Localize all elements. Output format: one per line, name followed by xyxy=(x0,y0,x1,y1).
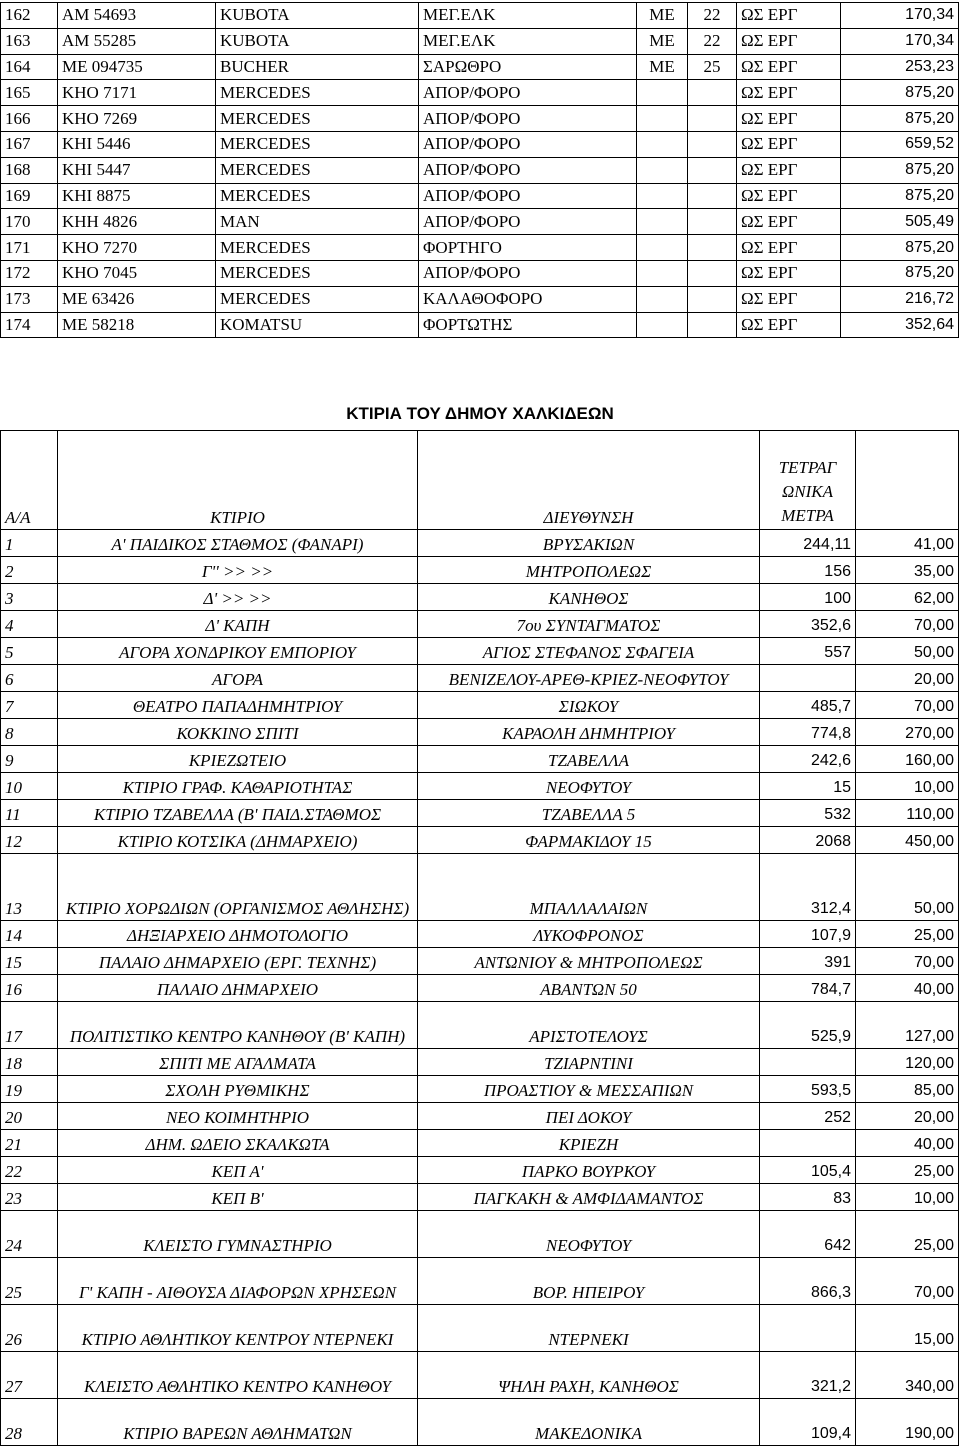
building-no: 6 xyxy=(1,665,58,692)
vehicle-brand: BUCHER xyxy=(216,54,419,80)
vehicle-me xyxy=(637,209,688,235)
building-square-meters: 109,4 xyxy=(760,1399,856,1446)
building-square-meters: 2068 xyxy=(760,827,856,854)
header-square-meters: ΤΕΤΡΑΓ ΩΝΙΚΑ ΜΕΤΡΑ xyxy=(760,431,856,530)
building-value: 41,00 xyxy=(856,530,959,557)
vehicle-unit: ΩΣ ΕΡΓ xyxy=(737,3,841,29)
building-value: 190,00 xyxy=(856,1399,959,1446)
building-name: ΚΤΙΡΙΟ ΧΟΡΩΔΙΩΝ (ΟΡΓΑΝΙΣΜΟΣ ΑΘΛΗΣΗΣ) xyxy=(58,854,418,921)
vehicle-row xyxy=(1,3,959,29)
building-no: 18 xyxy=(1,1049,58,1076)
vehicle-plate: ΚΗΙ 5447 xyxy=(58,157,216,183)
vehicle-row xyxy=(1,157,959,183)
building-square-meters: 15 xyxy=(760,773,856,800)
building-value: 15,00 xyxy=(856,1305,959,1352)
vehicle-me-number xyxy=(688,209,737,235)
buildings-header-row xyxy=(1,431,959,530)
building-no: 28 xyxy=(1,1399,58,1446)
building-square-meters: 557 xyxy=(760,638,856,665)
building-row xyxy=(1,1184,959,1211)
vehicle-me-number xyxy=(688,286,737,312)
building-name: ΚΕΠ Β' xyxy=(58,1184,418,1211)
building-name: ΣΠΙΤΙ ΜΕ ΑΓΑΛΜΑΤΑ xyxy=(58,1049,418,1076)
vehicle-row xyxy=(1,183,959,209)
building-value: 25,00 xyxy=(856,921,959,948)
building-address: ΝΕΟΦΥΤΟΥ xyxy=(418,773,760,800)
building-name: ΚΕΠ Α' xyxy=(58,1157,418,1184)
building-row xyxy=(1,1352,959,1399)
building-name: ΔΗΞΙΑΡΧΕΙΟ ΔΗΜΟΤΟΛΟΓΙΟ xyxy=(58,921,418,948)
vehicle-unit: ΩΣ ΕΡΓ xyxy=(737,183,841,209)
vehicle-unit: ΩΣ ΕΡΓ xyxy=(737,157,841,183)
building-value: 10,00 xyxy=(856,1184,959,1211)
vehicles-table xyxy=(0,2,959,338)
building-no: 5 xyxy=(1,638,58,665)
vehicle-type: ΑΠΟΡ/ΦΟΡΟ xyxy=(419,183,637,209)
vehicle-me xyxy=(637,106,688,132)
vehicle-no: 162 xyxy=(1,3,58,29)
building-address: ΑΓΙΟΣ ΣΤΕΦΑΝΟΣ ΣΦΑΓΕΙΑ xyxy=(418,638,760,665)
building-row xyxy=(1,921,959,948)
building-value: 50,00 xyxy=(856,638,959,665)
building-no: 15 xyxy=(1,948,58,975)
building-address: ΝΕΟΦΥΤΟΥ xyxy=(418,1211,760,1258)
building-address: ΒΡΥΣΑΚΙΩΝ xyxy=(418,530,760,557)
vehicle-plate: ΜΕ 58218 xyxy=(58,312,216,338)
building-square-meters: 100 xyxy=(760,584,856,611)
building-row xyxy=(1,1258,959,1305)
building-square-meters: 252 xyxy=(760,1103,856,1130)
building-value: 25,00 xyxy=(856,1211,959,1258)
building-name: ΠΟΛΙΤΙΣΤΙΚΟ ΚΕΝΤΡΟ ΚΑΝΗΘΟΥ (Β' ΚΑΠΗ) xyxy=(58,1002,418,1049)
vehicle-plate: ΚΗΟ 7045 xyxy=(58,260,216,286)
vehicle-plate: ΚΗΟ 7269 xyxy=(58,106,216,132)
building-address: ΛΥΚΟΦΡΟΝΟΣ xyxy=(418,921,760,948)
building-row xyxy=(1,1130,959,1157)
building-name: Δ' >> >> xyxy=(58,584,418,611)
building-row xyxy=(1,975,959,1002)
vehicle-unit: ΩΣ ΕΡΓ xyxy=(737,209,841,235)
building-no: 3 xyxy=(1,584,58,611)
vehicle-plate: ΜΕ 094735 xyxy=(58,54,216,80)
building-no: 24 xyxy=(1,1211,58,1258)
vehicle-row xyxy=(1,312,959,338)
vehicle-brand: KUBOTA xyxy=(216,28,419,54)
vehicle-no: 173 xyxy=(1,286,58,312)
building-no: 26 xyxy=(1,1305,58,1352)
building-no: 17 xyxy=(1,1002,58,1049)
vehicle-me xyxy=(637,80,688,106)
building-row xyxy=(1,1076,959,1103)
vehicle-me-number xyxy=(688,183,737,209)
vehicle-no: 164 xyxy=(1,54,58,80)
building-square-meters: 784,7 xyxy=(760,975,856,1002)
building-name: ΔΗΜ. ΩΔΕΙΟ ΣΚΑΛΚΩΤΑ xyxy=(58,1130,418,1157)
vehicle-no: 165 xyxy=(1,80,58,106)
building-square-meters: 532 xyxy=(760,800,856,827)
vehicle-value: 253,23 xyxy=(841,54,959,80)
building-square-meters: 321,2 xyxy=(760,1352,856,1399)
building-name: ΚΤΙΡΙΟ ΓΡΑΦ. ΚΑΘΑΡΙΟΤΗΤΑΣ xyxy=(58,773,418,800)
vehicle-row xyxy=(1,235,959,261)
vehicle-me-number: 25 xyxy=(688,54,737,80)
vehicle-value: 875,20 xyxy=(841,157,959,183)
vehicle-me-number: 22 xyxy=(688,3,737,29)
building-value: 10,00 xyxy=(856,773,959,800)
building-row xyxy=(1,948,959,975)
building-address: ΚΑΝΗΘΟΣ xyxy=(418,584,760,611)
vehicle-me-number xyxy=(688,235,737,261)
building-value: 25,00 xyxy=(856,1157,959,1184)
vehicle-plate: ΜΕ 63426 xyxy=(58,286,216,312)
vehicle-value: 170,34 xyxy=(841,3,959,29)
vehicle-type: ΚΑΛΑΘΟΦΟΡΟ xyxy=(419,286,637,312)
vehicle-me: ΜΕ xyxy=(637,54,688,80)
vehicle-value: 659,52 xyxy=(841,131,959,157)
vehicle-value: 170,34 xyxy=(841,28,959,54)
vehicle-me xyxy=(637,157,688,183)
building-address: ΑΡΙΣΤΟΤΕΛΟΥΣ xyxy=(418,1002,760,1049)
vehicle-unit: ΩΣ ΕΡΓ xyxy=(737,260,841,286)
building-no: 10 xyxy=(1,773,58,800)
building-value: 70,00 xyxy=(856,611,959,638)
vehicle-brand: KUBOTA xyxy=(216,3,419,29)
vehicle-brand: MERCEDES xyxy=(216,260,419,286)
building-no: 22 xyxy=(1,1157,58,1184)
building-square-meters: 244,11 xyxy=(760,530,856,557)
vehicle-me xyxy=(637,183,688,209)
building-square-meters: 525,9 xyxy=(760,1002,856,1049)
building-value: 62,00 xyxy=(856,584,959,611)
vehicle-no: 170 xyxy=(1,209,58,235)
vehicle-row xyxy=(1,80,959,106)
building-square-meters xyxy=(760,1049,856,1076)
building-value: 70,00 xyxy=(856,692,959,719)
building-no: 27 xyxy=(1,1352,58,1399)
vehicle-brand: MERCEDES xyxy=(216,157,419,183)
vehicle-no: 166 xyxy=(1,106,58,132)
building-address: ΚΑΡΑΟΛΗ ΔΗΜΗΤΡΙΟΥ xyxy=(418,719,760,746)
vehicle-plate: ΑΜ 54693 xyxy=(58,3,216,29)
vehicle-brand: MERCEDES xyxy=(216,80,419,106)
building-row xyxy=(1,611,959,638)
building-row xyxy=(1,665,959,692)
building-value: 160,00 xyxy=(856,746,959,773)
building-name: ΑΓΟΡΑ ΧΟΝΔΡΙΚΟΥ ΕΜΠΟΡΙΟΥ xyxy=(58,638,418,665)
vehicle-me-number xyxy=(688,80,737,106)
building-value: 127,00 xyxy=(856,1002,959,1049)
building-row xyxy=(1,746,959,773)
building-value: 70,00 xyxy=(856,948,959,975)
vehicle-value: 216,72 xyxy=(841,286,959,312)
vehicle-brand: MERCEDES xyxy=(216,131,419,157)
vehicle-plate: ΚΗΙ 8875 xyxy=(58,183,216,209)
header-value xyxy=(856,431,959,530)
vehicle-row xyxy=(1,286,959,312)
vehicle-me xyxy=(637,260,688,286)
vehicle-type: ΜΕΓ.ΕΛΚ xyxy=(419,3,637,29)
building-no: 4 xyxy=(1,611,58,638)
building-no: 25 xyxy=(1,1258,58,1305)
building-no: 2 xyxy=(1,557,58,584)
building-row xyxy=(1,530,959,557)
building-address: ΤΖΙΑΡΝΤΙΝΙ xyxy=(418,1049,760,1076)
building-row xyxy=(1,557,959,584)
building-address: ΑΒΑΝΤΩΝ 50 xyxy=(418,975,760,1002)
building-address: ΒΕΝΙΖΕΛΟΥ-ΑΡΕΘ-ΚΡΙΕΖ-ΝΕΟΦΥΤΟΥ xyxy=(418,665,760,692)
vehicle-row xyxy=(1,131,959,157)
vehicle-no: 169 xyxy=(1,183,58,209)
vehicle-type: ΑΠΟΡ/ΦΟΡΟ xyxy=(419,157,637,183)
building-row xyxy=(1,854,959,921)
building-no: 21 xyxy=(1,1130,58,1157)
building-name: ΚΤΙΡΙΟ ΒΑΡΕΩΝ ΑΘΛΗΜΑΤΩΝ xyxy=(58,1399,418,1446)
building-square-meters: 642 xyxy=(760,1211,856,1258)
building-name: ΚΡΙΕΖΩΤΕΙΟ xyxy=(58,746,418,773)
buildings-table xyxy=(0,430,959,1446)
building-no: 8 xyxy=(1,719,58,746)
buildings-title: ΚΤΙΡΙΑ ΤΟΥ ΔΗΜΟΥ ΧΑΛΚΙΔΕΩΝ xyxy=(346,404,614,423)
building-no: 9 xyxy=(1,746,58,773)
building-square-meters: 107,9 xyxy=(760,921,856,948)
vehicle-value: 875,20 xyxy=(841,260,959,286)
building-address: ΒΟΡ. ΗΠΕΙΡΟΥ xyxy=(418,1258,760,1305)
building-no: 20 xyxy=(1,1103,58,1130)
building-no: 12 xyxy=(1,827,58,854)
vehicle-row xyxy=(1,106,959,132)
building-address: ΜΑΚΕΔΟΝΙΚΑ xyxy=(418,1399,760,1446)
building-name: ΚΟΚΚΙΝΟ ΣΠΙΤΙ xyxy=(58,719,418,746)
building-value: 270,00 xyxy=(856,719,959,746)
building-row xyxy=(1,827,959,854)
building-row xyxy=(1,1399,959,1446)
building-address: 7ου ΣΥΝΤΑΓΜΑΤΟΣ xyxy=(418,611,760,638)
building-value: 120,00 xyxy=(856,1049,959,1076)
building-square-meters xyxy=(760,665,856,692)
building-square-meters: 774,8 xyxy=(760,719,856,746)
vehicle-plate: ΚΗΟ 7171 xyxy=(58,80,216,106)
building-row xyxy=(1,800,959,827)
vehicle-brand: MERCEDES xyxy=(216,183,419,209)
building-address: ΜΗΤΡΟΠΟΛΕΩΣ xyxy=(418,557,760,584)
vehicle-me xyxy=(637,131,688,157)
building-name: ΚΤΙΡΙΟ ΚΟΤΣΙΚΑ (ΔΗΜΑΡΧΕΙΟ) xyxy=(58,827,418,854)
building-address: ΠΡΟΑΣΤΙΟΥ & ΜΕΣΣΑΠΙΩΝ xyxy=(418,1076,760,1103)
building-no: 1 xyxy=(1,530,58,557)
building-name: ΠΑΛΑΙΟ ΔΗΜΑΡΧΕΙΟ xyxy=(58,975,418,1002)
building-square-meters xyxy=(760,1305,856,1352)
vehicle-unit: ΩΣ ΕΡΓ xyxy=(737,312,841,338)
building-no: 13 xyxy=(1,854,58,921)
vehicle-row xyxy=(1,260,959,286)
building-value: 340,00 xyxy=(856,1352,959,1399)
vehicle-type: ΑΠΟΡ/ΦΟΡΟ xyxy=(419,209,637,235)
building-value: 110,00 xyxy=(856,800,959,827)
vehicle-me xyxy=(637,312,688,338)
vehicle-plate: ΚΗΙ 5446 xyxy=(58,131,216,157)
building-value: 40,00 xyxy=(856,975,959,1002)
building-row xyxy=(1,1103,959,1130)
vehicle-no: 167 xyxy=(1,131,58,157)
building-row xyxy=(1,1049,959,1076)
building-name: Α' ΠΑΙΔΙΚΟΣ ΣΤΑΘΜΟΣ (ΦΑΝΑΡΙ) xyxy=(58,530,418,557)
building-row xyxy=(1,638,959,665)
vehicle-me xyxy=(637,286,688,312)
header-building: ΚΤΙΡΙΟ xyxy=(58,431,418,530)
building-no: 19 xyxy=(1,1076,58,1103)
vehicle-type: ΑΠΟΡ/ΦΟΡΟ xyxy=(419,260,637,286)
vehicle-unit: ΩΣ ΕΡΓ xyxy=(737,80,841,106)
building-row xyxy=(1,773,959,800)
vehicle-row xyxy=(1,209,959,235)
vehicle-me-number xyxy=(688,260,737,286)
building-square-meters xyxy=(760,1130,856,1157)
vehicle-unit: ΩΣ ΕΡΓ xyxy=(737,286,841,312)
building-value: 50,00 xyxy=(856,854,959,921)
vehicle-type: ΑΠΟΡ/ΦΟΡΟ xyxy=(419,106,637,132)
vehicle-no: 171 xyxy=(1,235,58,261)
building-no: 11 xyxy=(1,800,58,827)
building-row xyxy=(1,1305,959,1352)
building-name: ΚΛΕΙΣΤΟ ΑΘΛΗΤΙΚΟ ΚΕΝΤΡΟ ΚΑΝΗΘΟΥ xyxy=(58,1352,418,1399)
vehicle-plate: ΚΗΗ 4826 xyxy=(58,209,216,235)
vehicle-me xyxy=(637,235,688,261)
building-square-meters: 391 xyxy=(760,948,856,975)
building-row xyxy=(1,1002,959,1049)
building-row xyxy=(1,1157,959,1184)
building-value: 20,00 xyxy=(856,665,959,692)
building-row xyxy=(1,692,959,719)
vehicle-brand: MAN xyxy=(216,209,419,235)
building-no: 14 xyxy=(1,921,58,948)
building-name: ΠΑΛΑΙΟ ΔΗΜΑΡΧΕΙΟ (ΕΡΓ. ΤΕΧΝΗΣ) xyxy=(58,948,418,975)
building-name: Γ' ΚΑΠΗ - ΑΙΘΟΥΣΑ ΔΙΑΦΟΡΩΝ ΧΡΗΣΕΩΝ xyxy=(58,1258,418,1305)
building-name: ΣΧΟΛΗ ΡΥΘΜΙΚΗΣ xyxy=(58,1076,418,1103)
building-square-meters: 105,4 xyxy=(760,1157,856,1184)
building-row xyxy=(1,584,959,611)
vehicle-type: ΦΟΡΤΩΤΗΣ xyxy=(419,312,637,338)
vehicle-me-number xyxy=(688,312,737,338)
vehicle-value: 352,64 xyxy=(841,312,959,338)
building-no: 16 xyxy=(1,975,58,1002)
vehicle-plate: ΑΜ 55285 xyxy=(58,28,216,54)
header-address: ΔΙΕΥΘΥΝΣΗ xyxy=(418,431,760,530)
vehicle-me: ΜΕ xyxy=(637,3,688,29)
vehicle-type: ΣΑΡΩΘΡΟ xyxy=(419,54,637,80)
building-address: ΚΡΙΕΖΗ xyxy=(418,1130,760,1157)
vehicle-me-number xyxy=(688,131,737,157)
building-square-meters: 593,5 xyxy=(760,1076,856,1103)
building-address: ΑΝΤΩΝΙΟΥ & ΜΗΤΡΟΠΟΛΕΩΣ xyxy=(418,948,760,975)
building-row xyxy=(1,719,959,746)
building-name: Γ'' >> >> xyxy=(58,557,418,584)
vehicle-unit: ΩΣ ΕΡΓ xyxy=(737,28,841,54)
building-name: ΝΕΟ ΚΟΙΜΗΤΗΡΙΟ xyxy=(58,1103,418,1130)
building-address: ΨΗΛΗ ΡΑΧΗ, ΚΑΝΗΘΟΣ xyxy=(418,1352,760,1399)
building-square-meters: 83 xyxy=(760,1184,856,1211)
vehicle-me-number xyxy=(688,106,737,132)
building-address: ΠΕΙ ΔΟΚΟΥ xyxy=(418,1103,760,1130)
vehicle-me-number xyxy=(688,157,737,183)
building-value: 70,00 xyxy=(856,1258,959,1305)
vehicle-plate: ΚΗΟ 7270 xyxy=(58,235,216,261)
building-square-meters: 242,6 xyxy=(760,746,856,773)
building-square-meters: 156 xyxy=(760,557,856,584)
building-name: Δ' ΚΑΠΗ xyxy=(58,611,418,638)
building-address: ΠΑΓΚΑΚΗ & ΑΜΦΙΔΑΜΑΝΤΟΣ xyxy=(418,1184,760,1211)
vehicle-no: 168 xyxy=(1,157,58,183)
building-name: ΚΛΕΙΣΤΟ ΓΥΜΝΑΣΤΗΡΙΟ xyxy=(58,1211,418,1258)
building-no: 7 xyxy=(1,692,58,719)
building-value: 450,00 xyxy=(856,827,959,854)
vehicle-value: 875,20 xyxy=(841,106,959,132)
building-square-meters: 866,3 xyxy=(760,1258,856,1305)
vehicle-no: 172 xyxy=(1,260,58,286)
vehicle-me-number: 22 xyxy=(688,28,737,54)
vehicle-unit: ΩΣ ΕΡΓ xyxy=(737,54,841,80)
vehicle-no: 163 xyxy=(1,28,58,54)
building-square-meters: 485,7 xyxy=(760,692,856,719)
building-name: ΚΤΙΡΙΟ ΑΘΛΗΤΙΚΟΥ ΚΕΝΤΡΟΥ ΝΤΕΡΝΕΚΙ xyxy=(58,1305,418,1352)
vehicle-value: 875,20 xyxy=(841,183,959,209)
vehicle-type: ΑΠΟΡ/ΦΟΡΟ xyxy=(419,131,637,157)
vehicle-no: 174 xyxy=(1,312,58,338)
building-address: ΤΖΑΒΕΛΛΑ xyxy=(418,746,760,773)
building-square-meters: 352,6 xyxy=(760,611,856,638)
vehicle-brand: KOMATSU xyxy=(216,312,419,338)
building-address: ΝΤΕΡΝΕΚΙ xyxy=(418,1305,760,1352)
vehicle-unit: ΩΣ ΕΡΓ xyxy=(737,106,841,132)
building-address: ΦΑΡΜΑΚΙΔΟΥ 15 xyxy=(418,827,760,854)
vehicle-unit: ΩΣ ΕΡΓ xyxy=(737,131,841,157)
vehicle-me: ΜΕ xyxy=(637,28,688,54)
vehicle-type: ΑΠΟΡ/ΦΟΡΟ xyxy=(419,80,637,106)
vehicle-brand: MERCEDES xyxy=(216,235,419,261)
building-value: 40,00 xyxy=(856,1130,959,1157)
vehicle-brand: MERCEDES xyxy=(216,286,419,312)
vehicle-value: 875,20 xyxy=(841,235,959,261)
vehicle-type: ΦΟΡΤΗΓΟ xyxy=(419,235,637,261)
building-address: ΤΖΑΒΕΛΛΑ 5 xyxy=(418,800,760,827)
vehicle-unit: ΩΣ ΕΡΓ xyxy=(737,235,841,261)
building-no: 23 xyxy=(1,1184,58,1211)
vehicle-type: ΜΕΓ.ΕΛΚ xyxy=(419,28,637,54)
building-name: ΘΕΑΤΡΟ ΠΑΠΑΔΗΜΗΤΡΙΟΥ xyxy=(58,692,418,719)
vehicle-brand: MERCEDES xyxy=(216,106,419,132)
building-name: ΚΤΙΡΙΟ ΤΖΑΒΕΛΛΑ (Β' ΠΑΙΔ.ΣΤΑΘΜΟΣ xyxy=(58,800,418,827)
building-value: 20,00 xyxy=(856,1103,959,1130)
building-address: ΜΠΑΛΛΑΛΑΙΩΝ xyxy=(418,854,760,921)
vehicle-row xyxy=(1,28,959,54)
building-square-meters: 312,4 xyxy=(760,854,856,921)
building-name: ΑΓΟΡΑ xyxy=(58,665,418,692)
building-address: ΣΙΩΚΟΥ xyxy=(418,692,760,719)
building-value: 85,00 xyxy=(856,1076,959,1103)
building-row xyxy=(1,1211,959,1258)
building-address: ΠΑΡΚΟ ΒΟΥΡΚΟΥ xyxy=(418,1157,760,1184)
vehicle-row xyxy=(1,54,959,80)
header-no: Α/Α xyxy=(1,431,58,530)
vehicle-value: 875,20 xyxy=(841,80,959,106)
building-value: 35,00 xyxy=(856,557,959,584)
vehicle-value: 505,49 xyxy=(841,209,959,235)
